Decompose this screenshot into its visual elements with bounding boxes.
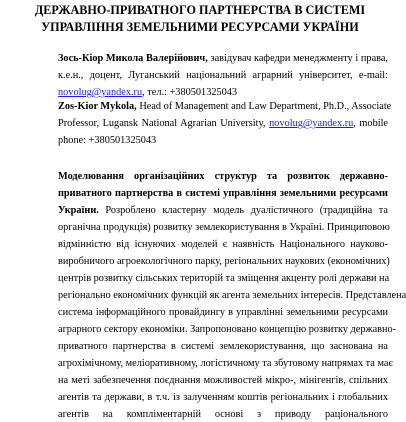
abstract-line-3 <box>58 204 388 218</box>
abstract-line-10: аграрного сектору економіки. Запропоновано концепцію розвитку державно- <box>58 324 397 335</box>
author-ua-line-2: к.е.н., доцент, Луганський національний аграрний університет, e-mail: <box>58 70 388 81</box>
abstract-line-9: система інформаційного провайдингу в управлінні земельними ресурсами <box>58 307 388 318</box>
author-en-line-2 <box>58 117 388 131</box>
author-en-affiliation: Professor, Lugansk National Agrarian University, <box>58 118 266 129</box>
author-ua-name: Зось-Кіор Микола Валерійович, <box>58 53 208 64</box>
author-en-email-link[interactable]: novolug@yandex.ru <box>269 118 354 129</box>
abstract-title-line-3: України. <box>58 205 99 216</box>
author-en-name: Zos-Kior Mykola, <box>58 101 137 112</box>
author-ua-phone: , тел.: +380501325043 <box>142 87 238 98</box>
paper-title-line-2: УПРАВЛІННЯ ЗЕМЕЛЬНИМИ РЕСУРСАМИ УКРАЇНИ <box>41 20 359 34</box>
abstract-title-line-1: Моделювання організаційних структур та розвиток державно- <box>58 171 388 182</box>
abstract-line-13: на меті забезпечення поєднання можливостей мікро-, мінігенгів, спільних <box>58 375 388 386</box>
abstract-title-line-2: приватного партнерства в системі управління земельними ресурсами <box>58 188 388 199</box>
author-en-position: Head of Management and Law Department, Ph.D., Associate <box>139 101 392 112</box>
abstract-line-3-text: Розроблено кластерну модель дуалістичного (традиційна та <box>105 205 388 216</box>
abstract-line-8: регіонально економічних функцій як агента земельних інтересів. Представлена <box>58 290 406 301</box>
author-en-line-3: phone: +380501325043 <box>58 135 157 146</box>
author-ua-position: завідувач кафедри менеджменту і права, <box>210 53 389 64</box>
abstract-line-12: агрохімічному, меліоративному, логістичному та збутовому напрямах та має <box>58 358 393 369</box>
author-ua-email-link[interactable]: novolug@yandex.ru <box>58 87 143 98</box>
author-en-line-1 <box>58 100 392 114</box>
abstract-line-14: агентів та держави, в т.ч. із залученням коштів регіональних і глобальних <box>58 392 388 403</box>
abstract-line-5: відмінністю від існуючих моделей є наявність Національного науково- <box>58 239 388 250</box>
abstract-line-4: органічна продукція) розвитку землекористування в Україні. Принциповою <box>58 222 390 233</box>
author-en-mobile-label: , mobile <box>353 118 389 129</box>
abstract-line-6: виробничого агроекологічного парку, регіональних наукових (економічних) <box>58 256 390 267</box>
abstract-line-15: агентів на компліментарній основі з приводу раціонального <box>58 409 388 420</box>
abstract-line-7: центрів розвитку сільських територій та зміщення акценту ролі держави на <box>58 273 390 284</box>
author-ua-line-1 <box>58 52 388 66</box>
abstract-line-11: приватного партнерства в системі землекористування, що заснована на <box>58 341 388 352</box>
author-ua-line-3 <box>58 86 388 100</box>
paper-title-line-1: ДЕРЖАВНО-ПРИВАТНОГО ПАРТНЕРСТВА В СИСТЕМІ <box>34 3 366 17</box>
